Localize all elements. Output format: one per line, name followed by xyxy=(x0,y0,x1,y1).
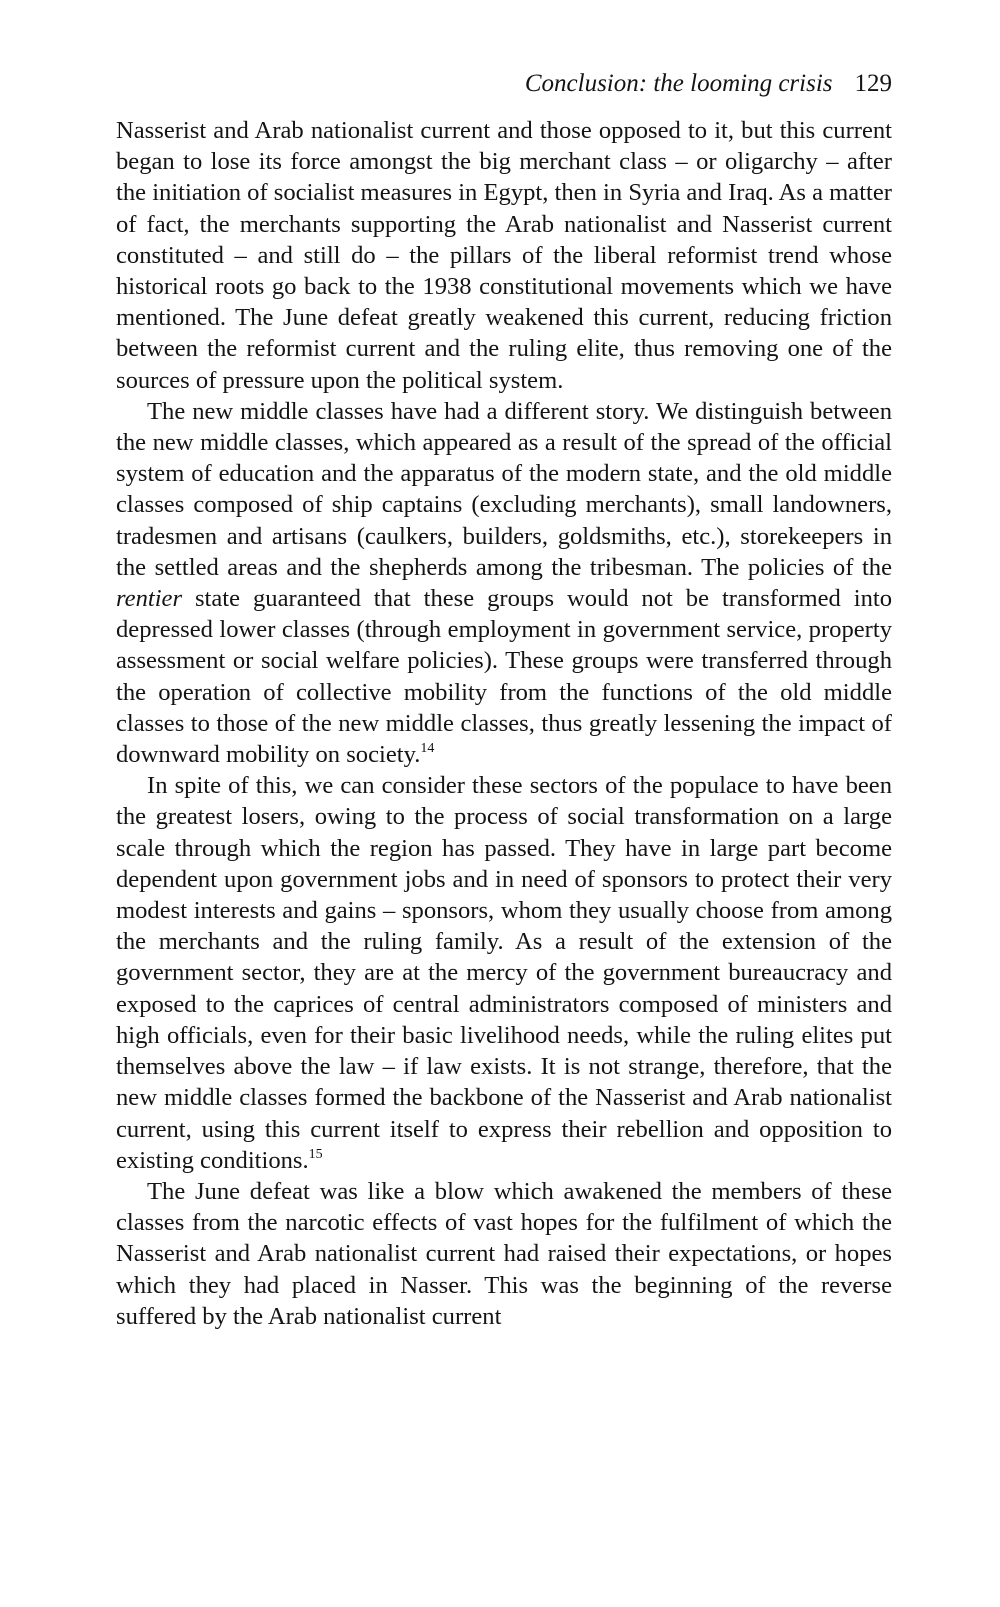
paragraph xyxy=(116,1176,892,1332)
paragraph-text: state guaranteed that these groups would not be transformed into depressed lower classes (through employment in government service, property assessment or social welfare policies). These groups were transferred through the operation of collective mobility from the functions of the old middle classes to those of the new middle classes, thus greatly lessening the impact of downward mobility on society. xyxy=(116,585,892,769)
body-text xyxy=(116,115,892,1332)
page-number: 129 xyxy=(854,70,892,97)
paragraph-text: The new middle classes have had a different story. We distinguish between the new middle classes, which appeared as a result of the spread of the official system of education and the apparatus of the modern state, and the old middle classes composed of ship captains (excluding merchants), small landowners, tradesmen and artisans (caulkers, builders, goldsmiths, etc.), storekeepers in the settled areas and the shepherds among the tribesman. The policies of the xyxy=(116,397,892,581)
footnote-ref-15: 15 xyxy=(308,1146,323,1162)
book-page xyxy=(116,66,892,1332)
paragraph xyxy=(116,770,892,1176)
running-title: Conclusion: the looming crisis xyxy=(524,70,833,97)
footnote-ref-14: 14 xyxy=(420,741,435,757)
paragraph xyxy=(116,115,892,396)
running-header xyxy=(116,66,892,102)
paragraph-text: Nasserist and Arab nationalist current and those opposed to it, but this current began to lose its force amongst the big merchant class – or oligarchy – after the initiation of socialist measures in Egypt, then in Syria and Iraq. As a matter of fact, the merchants supporting the Arab nationalist and Nasserist current constituted – and still do – the pillars of the liberal reformist trend whose historical roots go back to the 1938 constitutional movements which we have mentioned. The June defeat greatly weakened this current, reducing friction between the reformist current and the ruling elite, thus removing one of the sources of pressure upon the political system. xyxy=(116,117,892,394)
paragraph-text: In spite of this, we can consider these sectors of the populace to have been the greatest losers, owing to the process of social transformation on a large scale through which the region has passed. They have in large part become dependent upon government jobs and in need of sponsors to protect their very modest interests and gains – sponsors, whom they usually choose from among the merchants and the ruling family. As a result of the extension of the government sector, they are at the mercy of the government bureaucracy and exposed to the caprices of central administrators composed of ministers and high officials, even for their basic livelihood needs, while the ruling elites put themselves above the law – if law exists. It is not strange, therefore, that the new middle classes formed the backbone of the Nasserist and Arab nationalist current, using this current itself to express their rebellion and opposition to existing conditions. xyxy=(116,772,892,1174)
paragraph-text: The June defeat was like a blow which awakened the members of these classes from the narcotic effects of vast hopes for the fulfilment of which the Nasserist and Arab nationalist current had raised their expectations, or hopes which they had placed in Nasser. This was the beginning of the reverse suffered by the Arab nationalist current xyxy=(116,1177,892,1330)
italic-term: rentier xyxy=(116,585,183,613)
paragraph xyxy=(116,396,892,770)
